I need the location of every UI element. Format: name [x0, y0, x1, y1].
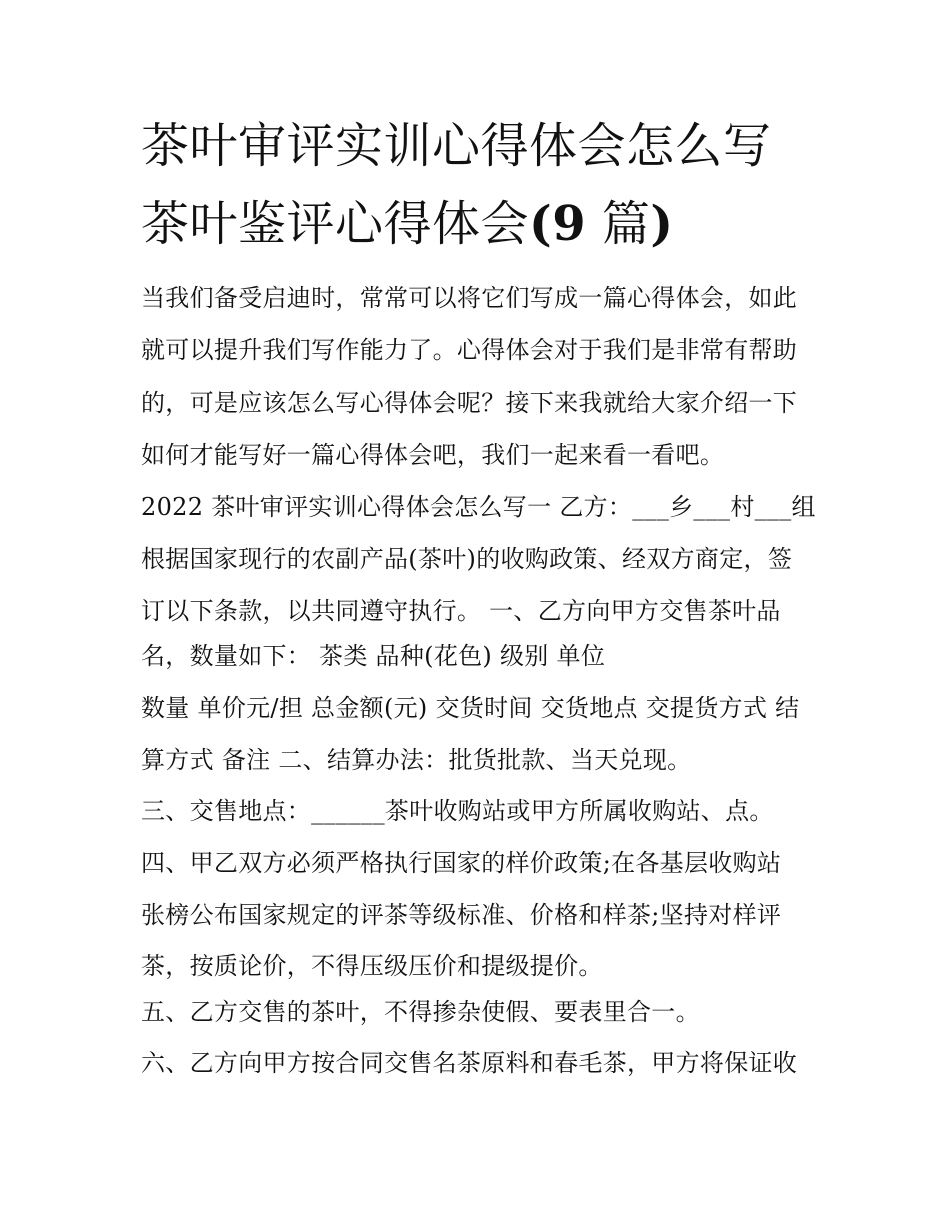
paragraph-line: 根据国家现行的农副产品(茶叶)的收购政策、经双方商定，签 [141, 545, 793, 573]
paragraph-line: 三、交售地点：______茶叶收购站或甲方所属收购站、点。 [141, 797, 774, 825]
paragraph-line: 六、乙方向甲方按合同交售名茶原料和春毛茶，甲方将保证收 [141, 1049, 798, 1077]
title-count-open: (9 [529, 196, 587, 252]
paragraph-line: 订以下条款，以共同遵守执行。 一、乙方向甲方交售茶叶品 [141, 597, 781, 625]
title-count-close: ) [650, 196, 674, 252]
paragraph-line: 当我们备受启迪时，常常可以将它们写成一篇心得体会，如此 [141, 284, 798, 312]
paragraph-line: 就可以提升我们写作能力了。心得体会对于我们是非常有帮助 [141, 336, 798, 364]
paragraph-line: 数量 单价元/担 总金额(元) 交货时间 交货地点 交提货方式 结 [141, 694, 800, 722]
paragraph-line: 算方式 备注 二、结算办法：批货批款、当天兑现。 [141, 746, 692, 774]
paragraph-line: 的，可是应该怎么写心得体会呢？接下来我就给大家介绍一下 [141, 389, 798, 417]
title-count-unit: 篇 [586, 196, 651, 252]
paragraph-line: 张榜公布国家规定的评茶等级标准、价格和样茶;坚持对样评 [141, 901, 782, 929]
paragraph-line: 四、甲乙双方必须严格执行国家的样价政策;在各基层收购站 [141, 849, 782, 877]
title-line-2-text: 茶叶鉴评心得体会 [141, 196, 530, 252]
paragraph-line: 如何才能写好一篇心得体会吧，我们一起来看一看吧。 [141, 441, 725, 469]
paragraph-line: 茶，按质论价，不得压级压价和提级提价。 [141, 952, 603, 980]
paragraph-line: 五、乙方交售的茶叶，不得掺杂使假、要表里合一。 [141, 998, 700, 1026]
document-title-line-1: 茶叶审评实训心得体会怎么写 [141, 118, 772, 174]
paragraph-line: 2022 茶叶审评实训心得体会怎么写一 乙方：___乡___村___组 [141, 493, 816, 521]
document-title-line-2 [141, 196, 841, 252]
paragraph-line: 名，数量如下： 茶类 品种(花色) 级别 单位 [141, 642, 606, 670]
